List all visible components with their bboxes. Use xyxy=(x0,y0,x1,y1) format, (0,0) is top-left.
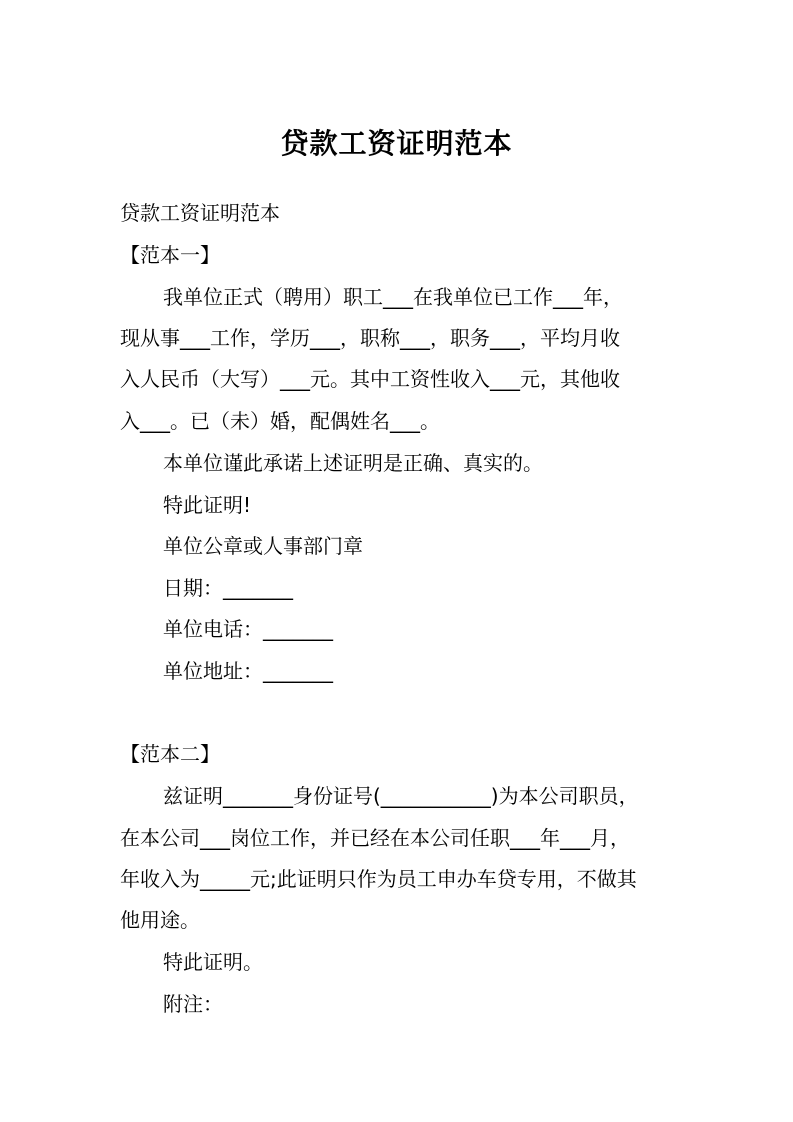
sample2-heading: 【范本二】 xyxy=(120,742,220,766)
sample2-paragraph-line: 年收入为_____元;此证明只作为员工申办车贷专用，不做其 xyxy=(120,867,637,891)
sample1-closing: 特此证明! xyxy=(163,493,252,517)
document-title: 贷款工资证明范本 xyxy=(280,127,513,160)
sample1-seal: 单位公章或人事部门章 xyxy=(163,534,363,558)
sample2-closing: 特此证明。 xyxy=(163,950,263,974)
sample1-paragraph-line: 我单位正式（聘用）职工___在我单位已工作___年， xyxy=(163,285,623,309)
document-subtitle: 贷款工资证明范本 xyxy=(120,201,280,225)
sample1-address: 单位地址：_______ xyxy=(163,659,333,683)
sample1-commitment: 本单位谨此承诺上述证明是正确、真实的。 xyxy=(163,451,543,475)
sample1-paragraph-line: 入___。已（未）婚，配偶姓名___。 xyxy=(120,409,440,433)
sample2-paragraph-line: 兹证明_______身份证号(___________)为本公司职员， xyxy=(163,784,639,808)
sample1-date: 日期：_______ xyxy=(163,576,293,600)
sample2-paragraph-line: 他用途。 xyxy=(120,908,200,932)
sample2-paragraph-line: 在本公司___岗位工作，并已经在本公司任职___年___月， xyxy=(120,826,630,850)
sample1-phone: 单位电话：_______ xyxy=(163,617,333,641)
sample2-note: 附注： xyxy=(163,992,223,1016)
sample1-heading: 【范本一】 xyxy=(120,243,220,267)
sample1-paragraph-line: 入人民币（大写）___元。其中工资性收入___元，其他收 xyxy=(120,367,620,391)
sample1-paragraph-line: 现从事___工作，学历___，职称___，职务___，平均月收 xyxy=(120,326,620,350)
